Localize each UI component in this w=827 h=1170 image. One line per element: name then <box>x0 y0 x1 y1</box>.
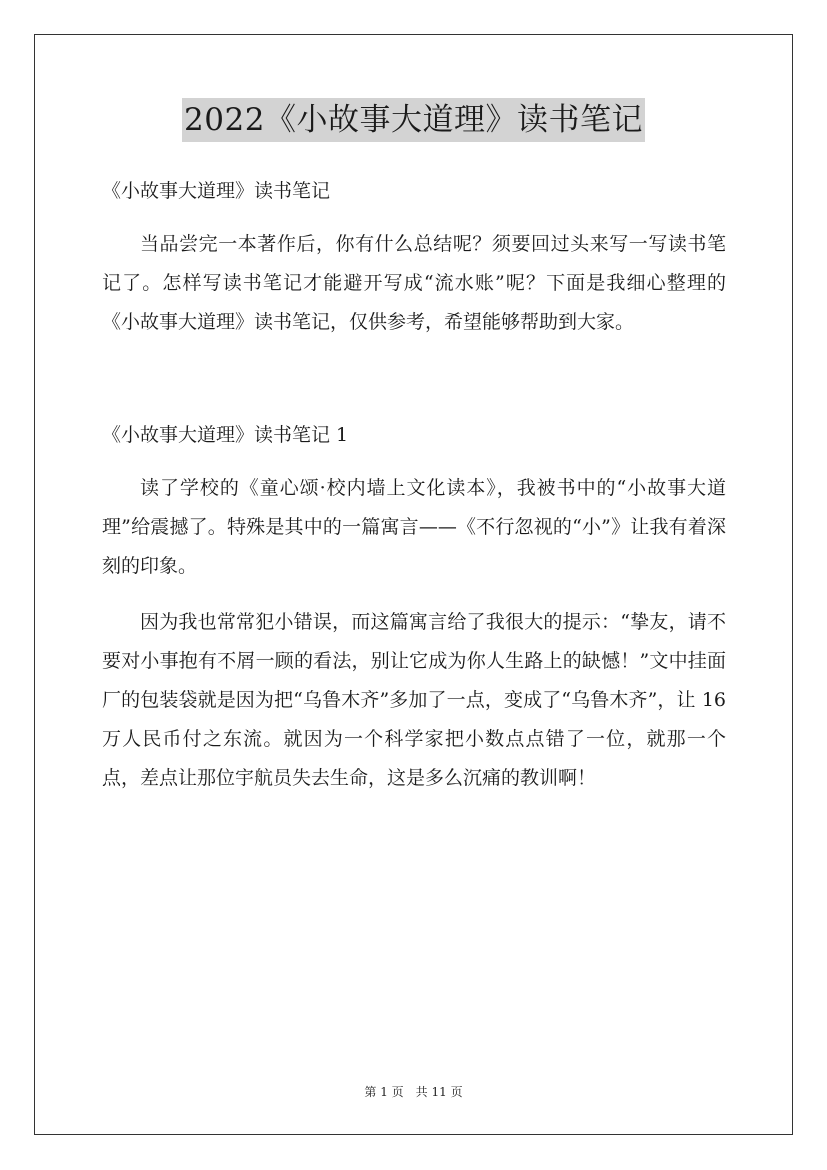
document-body <box>102 172 726 798</box>
body-paragraph: 当品尝完一本著作后，你有什么总结呢？须要回过头来写一写读书笔记了。怎样写读书笔记才能避开写成“流水账”呢？下面是我细心整理的《小故事大道理》读书笔记，仅供参考，希望能够帮助到大家。 <box>102 233 726 333</box>
section-heading: 《小故事大道理》读书笔记 1 <box>102 424 349 446</box>
title-wrap <box>0 98 827 142</box>
section-heading: 《小故事大道理》读书笔记 <box>102 180 331 202</box>
body-paragraph: 读了学校的《童心颂·校内墙上文化读本》，我被书中的“小故事大道理”给震撼了。特殊是其中的一篇寓言——《不行忽视的“小”》让我有着深刻的印象。 <box>102 477 726 577</box>
document-title: 2022《小故事大道理》读书笔记 <box>182 98 645 142</box>
body-paragraph: 因为我也常常犯小错误，而这篇寓言给了我很大的提示：“挚友，请不要对小事抱有不屑一顾的看法，别让它成为你人生路上的缺憾！”文中挂面厂的包装袋就是因为把“乌鲁木齐”多加了一点，变成了“乌鲁木齐”，让 16 万人民币付之东流。就因为一个科学家把小数点点错了一位，就那一个点，差点让那位宇航员失去生命，这是多么沉痛的教训啊！ <box>102 611 726 789</box>
page-footer: 第 1 页 共 11 页 <box>364 1085 463 1099</box>
